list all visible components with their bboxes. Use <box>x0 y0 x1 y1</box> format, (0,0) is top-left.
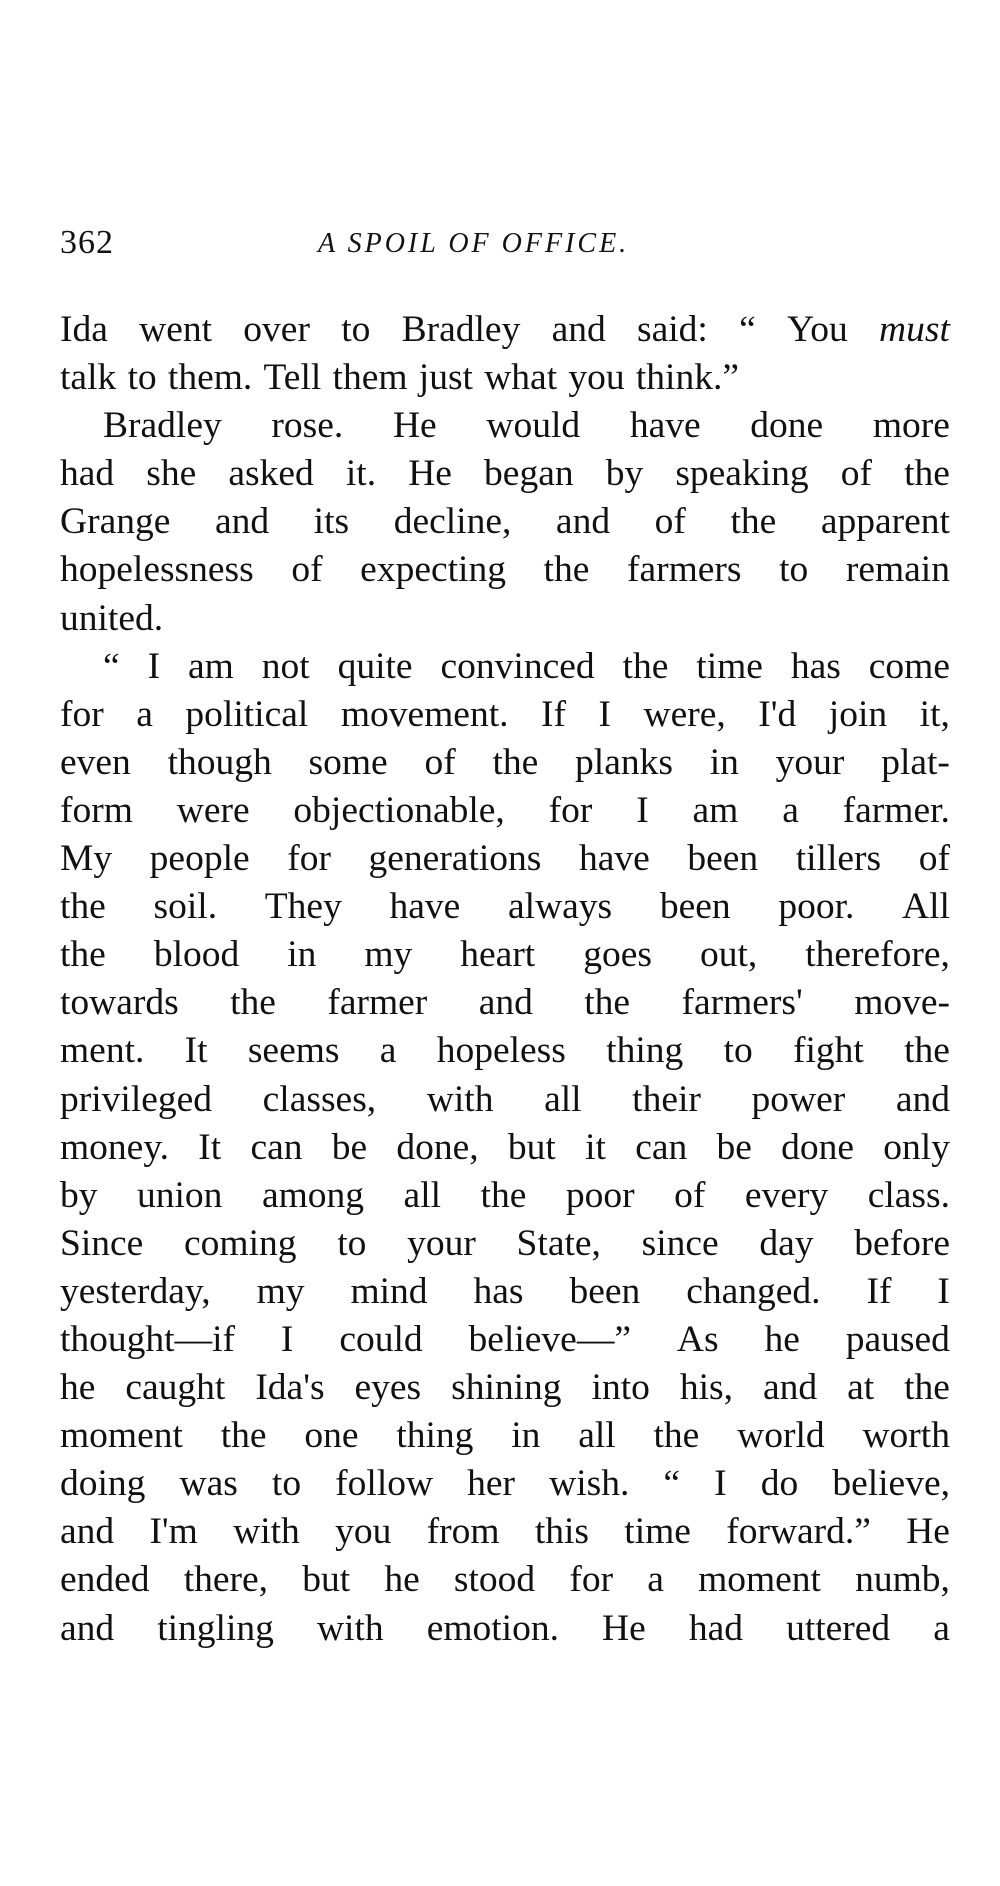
text-line: ment. It seems a hopeless thing to fight the <box>60 1030 950 1072</box>
text-line: My people for generations have been tillers of <box>60 838 950 880</box>
text-line: yesterday, my mind has been changed. If I <box>60 1270 950 1312</box>
text-line: Since coming to your State, since day before <box>60 1222 950 1264</box>
text-line: united. <box>60 597 164 639</box>
text-line: and tingling with emotion. He had uttered a <box>60 1607 950 1649</box>
running-title: A SPOIL OF OFFICE. <box>318 228 630 259</box>
body-text <box>60 306 950 1653</box>
text-line: talk to them. Tell them just what you think.” <box>60 357 739 399</box>
text-line: by union among all the poor of every class. <box>60 1174 950 1216</box>
text-line: the blood in my heart goes out, therefore, <box>60 934 950 976</box>
text-line: “ I am not quite convinced the time has come <box>103 645 950 687</box>
text-line: and I'm with you from this time forward.” He <box>60 1511 950 1553</box>
text-line: money. It can be done, but it can be done only <box>60 1126 950 1168</box>
text-line: form were objectionable, for I am a farmer. <box>60 789 950 831</box>
text-line: thought—if I could believe—” As he paused <box>60 1318 950 1360</box>
text-line: had she asked it. He began by speaking of the <box>60 453 950 495</box>
text-line: for a political movement. If I were, I'd join it, <box>60 693 950 735</box>
text-line: Bradley rose. He would have done more <box>103 405 950 447</box>
text-line: ended there, but he stood for a moment numb, <box>60 1559 950 1601</box>
text-line: Ida went over to Bradley and said: “ You must <box>60 309 950 350</box>
text-line: moment the one thing in all the world worth <box>60 1415 950 1457</box>
page-header <box>60 224 950 268</box>
text-line: doing was to follow her wish. “ I do believe, <box>60 1463 950 1505</box>
page-number: 362 <box>60 224 114 261</box>
text-line: even though some of the planks in your plat- <box>60 741 950 783</box>
text-line: he caught Ida's eyes shining into his, and at the <box>60 1367 950 1409</box>
text-line: privileged classes, with all their power and <box>60 1078 950 1120</box>
text-line: hopelessness of expecting the farmers to remain <box>60 549 950 591</box>
text-line: Grange and its decline, and of the apparent <box>60 501 950 543</box>
text-line: the soil. They have always been poor. All <box>60 886 950 928</box>
text-line: towards the farmer and the farmers' move- <box>60 982 950 1024</box>
